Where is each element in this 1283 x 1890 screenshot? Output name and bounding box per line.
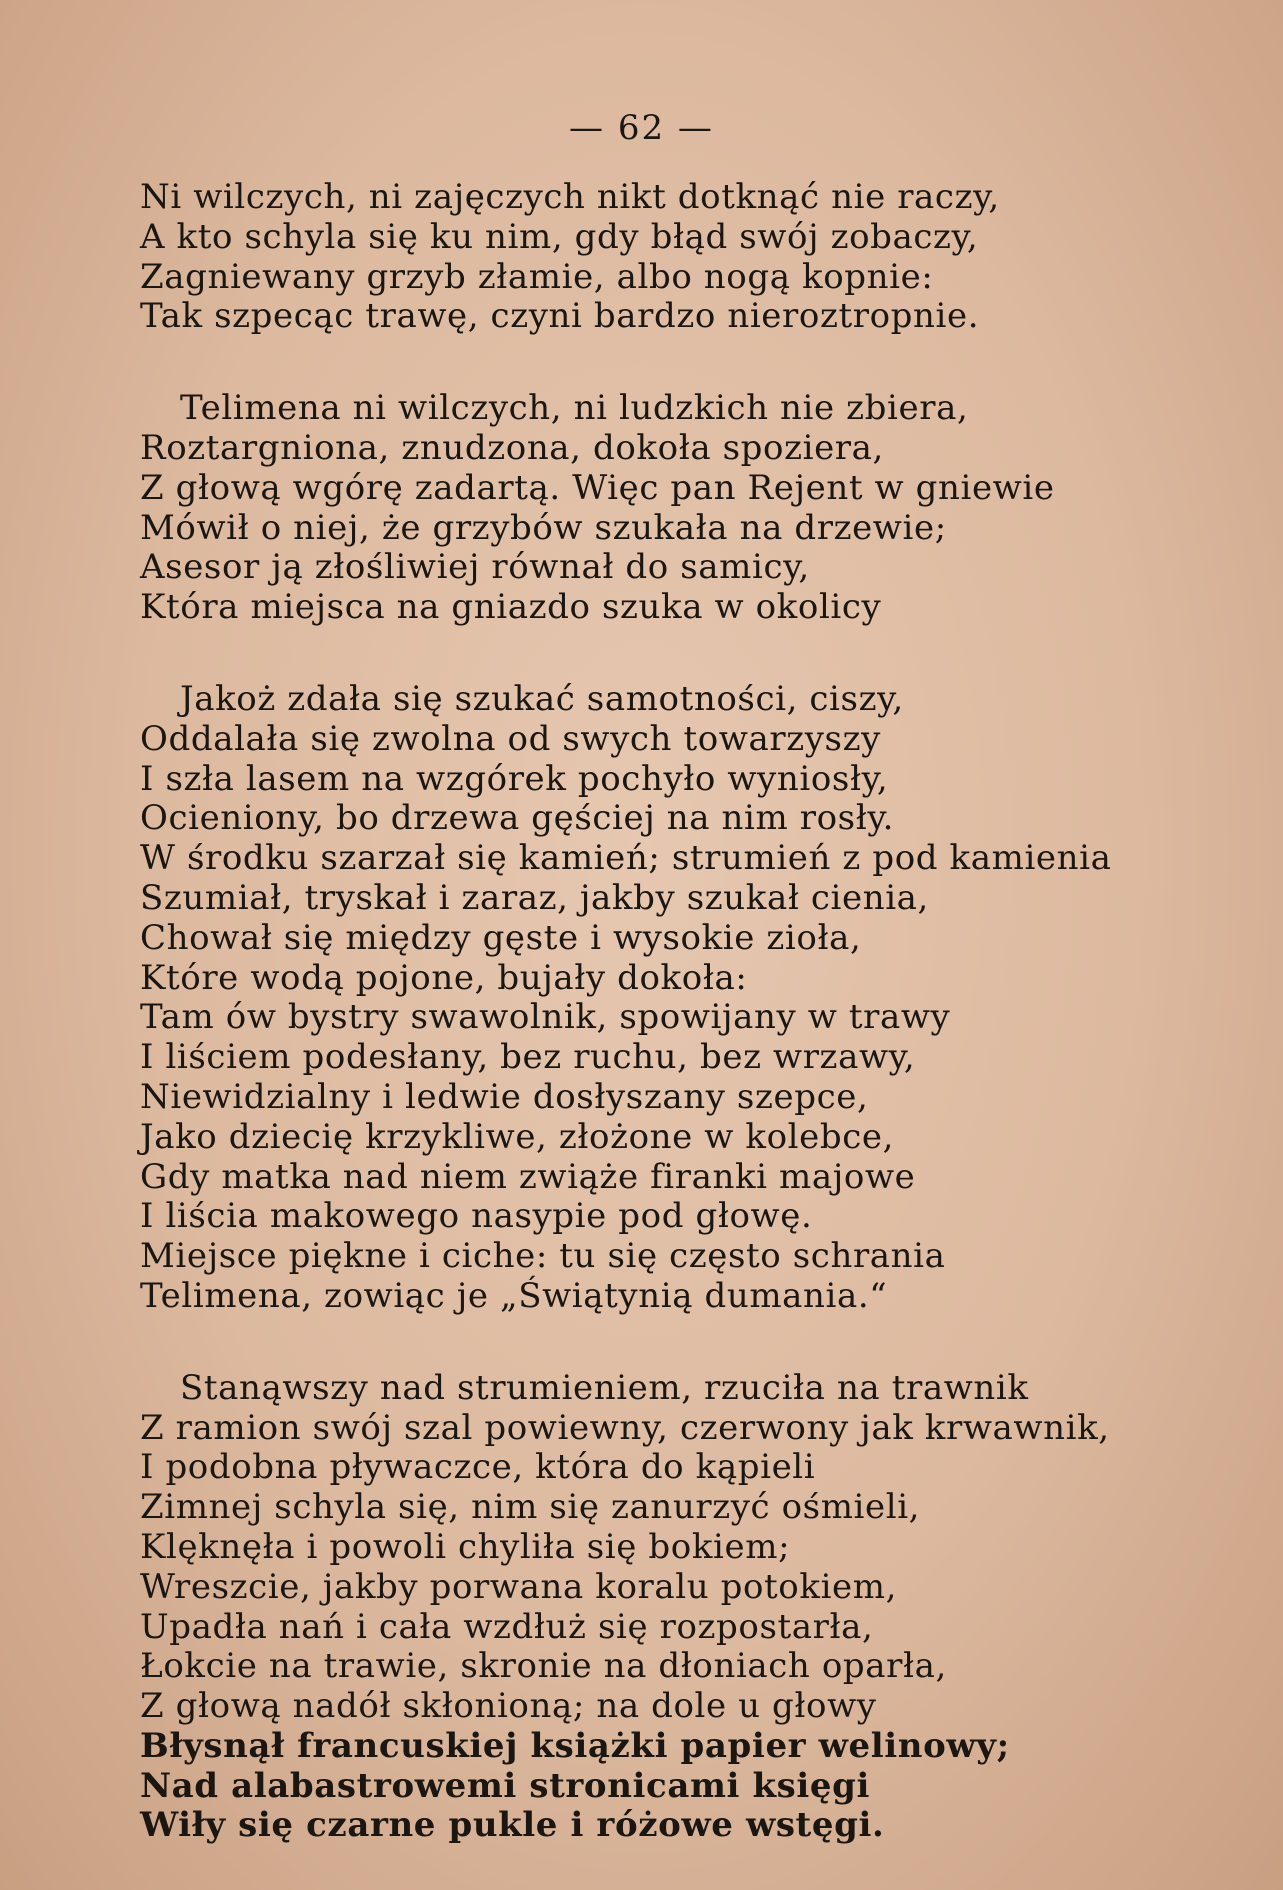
verse-line: Jako dziecię krzykliwe, złożone w kolebce,: [140, 1116, 894, 1157]
verse-line: Z ramion swój szal powiewny, czerwony jak krwawnik,: [140, 1407, 1110, 1448]
verse-line: Oddalała się zwolna od swych towarzyszy: [140, 718, 881, 759]
verse-line: Klęknęła i powoli chyliła się bokiem;: [140, 1526, 791, 1567]
verse-line: Zagniewany grzyb złamie, albo nogą kopnie:: [140, 256, 934, 297]
stanza-4: [140, 1369, 1230, 1847]
verse-line: Telimena, zowiąc je „Świątynią dumania.“: [140, 1275, 888, 1316]
verse-line: Błysnął francuskiej książki papier welinowy;: [140, 1725, 1010, 1766]
stanza-3: [140, 680, 1230, 1317]
verse-line: Niewidzialny i ledwie dosłyszany szepce,: [140, 1076, 869, 1117]
verse-line: Nad alabastrowemi stronicami księgi: [140, 1765, 871, 1806]
verse-line: W środku szarzał się kamień; strumień z pod kamienia: [140, 838, 1112, 879]
verse-line: Mówił o niej, że grzybów szukała na drzewie;: [140, 507, 947, 548]
page-number: — 62 —: [569, 108, 714, 148]
verse-line: Upadła nań i cała wzdłuż się rozpostarła,: [140, 1606, 874, 1647]
verse-line: Łokcie na trawie, skronie na dłoniach oparła,: [140, 1646, 947, 1687]
verse-line: Gdy matka nad niem zwiąże firanki majowe: [140, 1156, 916, 1197]
poem-text: [140, 178, 1230, 1846]
verse-line: I liścia makowego nasypie pod głowę.: [140, 1196, 813, 1237]
verse-line: Jakoż zdała się szukać samotności, ciszy,: [180, 678, 904, 719]
verse-line: Z głową nadół skłonioną; na dole u głowy: [140, 1686, 877, 1727]
verse-line: A kto schyla się ku nim, gdy błąd swój zobaczy,: [140, 216, 979, 257]
verse-line: Która miejsca na gniazdo szuka w okolicy: [140, 587, 882, 628]
verse-line: Roztargniona, znudzona, dokoła spoziera,: [140, 427, 884, 468]
verse-line: Asesor ją złośliwiej równał do samicy,: [140, 547, 810, 588]
stanza-gap: [140, 1317, 1230, 1369]
stanza-gap: [140, 628, 1230, 680]
stanza-gap: [140, 337, 1230, 389]
verse-line: Tam ów bystry swawolnik, spowijany w trawy: [140, 997, 951, 1038]
verse-line: Wreszcie, jakby porwana koralu potokiem,: [140, 1566, 898, 1607]
stanza-1: [140, 178, 1230, 337]
verse-line: Stanąwszy nad strumieniem, rzuciła na trawnik: [180, 1367, 1029, 1408]
verse-line: Chował się między gęste i wysokie zioła,: [140, 917, 862, 958]
verse-line: Z głową wgórę zadartą. Więc pan Rejent w gniewie: [140, 467, 1055, 508]
verse-line: Ocieniony, bo drzewa gęściej na nim rosły.: [140, 798, 895, 839]
verse-line: Które wodą pojone, bujały dokoła:: [140, 957, 748, 998]
verse-line: Ni wilczych, ni zajęczych nikt dotknąć nie raczy,: [140, 177, 1000, 217]
verse-line: I szła lasem na wzgórek pochyło wyniosły,: [140, 758, 889, 799]
verse-line: I liściem podesłany, bez ruchu, bez wrzawy,: [140, 1037, 916, 1078]
verse-line: Szumiał, tryskał i zaraz, jakby szukał cienia,: [140, 877, 929, 918]
verse-line: Miejsce piękne i ciche: tu się często schrania: [140, 1236, 946, 1277]
verse-line: I podobna pływaczce, która do kąpieli: [140, 1447, 816, 1488]
stanza-2: [140, 389, 1230, 628]
verse-line: Telimena ni wilczych, ni ludzkich nie zbiera,: [180, 388, 969, 429]
verse-line: Wiły się czarne pukle i różowe wstęgi.: [140, 1805, 885, 1846]
verse-line: Tak szpecąc trawę, czyni bardzo nieroztropnie.: [140, 296, 980, 337]
verse-line: Zimnej schyla się, nim się zanurzyć ośmieli,: [140, 1487, 921, 1528]
